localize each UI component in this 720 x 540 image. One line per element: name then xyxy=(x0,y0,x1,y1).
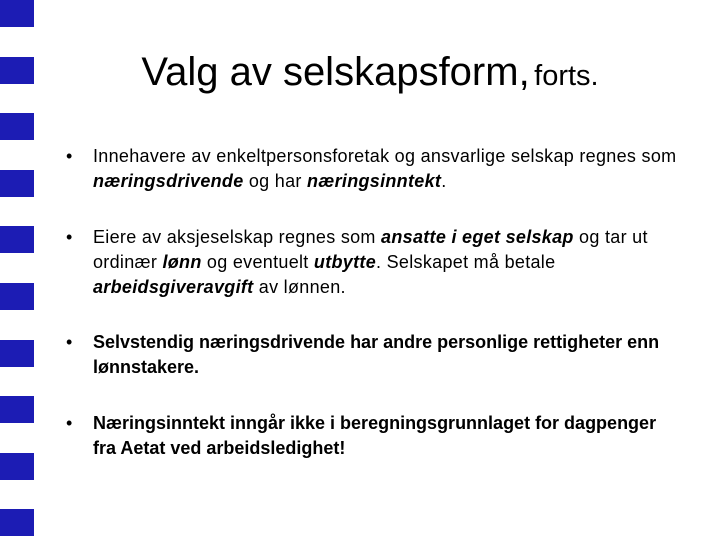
bullet-text-part: ansatte i eget selskap xyxy=(381,227,574,247)
slide-title-main: Valg av selskapsform, xyxy=(141,50,530,94)
bullet-text xyxy=(93,332,659,377)
stripe-block xyxy=(0,283,34,310)
bullet-text-part: . xyxy=(441,171,447,191)
bullet-text xyxy=(93,413,656,458)
bullet-text xyxy=(93,227,648,297)
bullet-text-part: utbytte xyxy=(313,252,377,272)
bullet-item xyxy=(62,330,682,380)
bullet-text-part: Eiere av aksjeselskap regnes som xyxy=(93,227,382,247)
bullet-text-part: . Selskapet må betale xyxy=(376,252,556,272)
bullet-text-part: næringsinntekt xyxy=(306,171,442,191)
stripe-block xyxy=(0,340,34,367)
bullet-item xyxy=(62,144,682,194)
stripe-block xyxy=(0,57,34,84)
bullet-text-part: av lønnen. xyxy=(253,277,346,297)
side-stripe-decoration xyxy=(0,0,34,540)
bullet-text-part: og har xyxy=(243,171,307,191)
bullet-text-part: næringsdrivende xyxy=(93,171,244,191)
bullet-text-part: lønn xyxy=(162,252,202,272)
slide-title xyxy=(50,48,690,105)
stripe-block xyxy=(0,113,34,140)
bullet-marker: • xyxy=(66,227,73,247)
stripe-block xyxy=(0,0,34,27)
bullet-text-part: og eventuelt xyxy=(201,252,314,272)
bullet-marker: • xyxy=(66,413,73,433)
bullet-text-part: arbeidsgiveravgift xyxy=(93,277,254,297)
bullet-item xyxy=(62,225,682,300)
bullet-marker: • xyxy=(66,332,73,352)
stripe-block xyxy=(0,396,34,423)
slide-title-suffix: forts. xyxy=(534,60,599,92)
bullet-item xyxy=(62,411,682,461)
bullet-text-part: Næringsinntekt inngår ikke i beregningsgrunnlaget for dagpenger fra Aetat ved arbeidsledighet! xyxy=(93,413,657,458)
bullet-text-part: og tar ut ordinær xyxy=(93,227,648,272)
bullet-text xyxy=(93,146,676,191)
stripe-block xyxy=(0,509,34,536)
stripe-block xyxy=(0,453,34,480)
bullet-marker: • xyxy=(66,146,73,166)
bullet-text-part: Innehavere av enkeltpersonsforetak og ansvarlige selskap regnes som xyxy=(93,146,677,166)
stripe-block xyxy=(0,170,34,197)
bullet-text-part: Selvstendig næringsdrivende har andre personlige rettigheter enn lønnstakere. xyxy=(93,332,660,377)
stripe-block xyxy=(0,226,34,253)
